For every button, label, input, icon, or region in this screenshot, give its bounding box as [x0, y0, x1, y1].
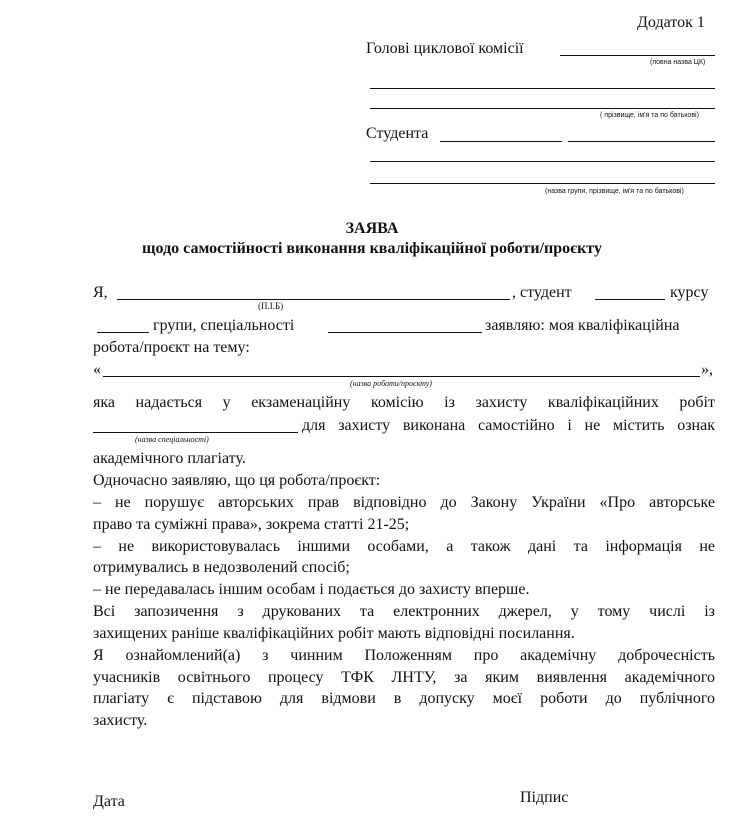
quote-close: »,: [701, 361, 713, 378]
signature-label: Підпис: [520, 789, 569, 806]
course-field[interactable]: [595, 299, 665, 300]
document-subtitle: щодо самостійності виконання кваліфікаційної роботи/проєкту: [142, 240, 602, 257]
addendum-label: Додаток 1: [637, 14, 705, 31]
declare-label: заявляю: моя кваліфікаційна: [485, 317, 680, 334]
specialty-hint: (назва спеціальності): [135, 435, 209, 444]
head-name-field[interactable]: [370, 108, 715, 109]
topic-hint: (назва роботи/проєкту): [350, 379, 432, 388]
quote-open: «: [93, 361, 101, 378]
date-label: Дата: [93, 793, 125, 810]
body-bullet-2b: отримувались в недозволений спосіб;: [93, 559, 350, 576]
body-p1: Одночасно заявляю, що ця робота/проєкт:: [93, 472, 381, 489]
student-field-1[interactable]: [440, 141, 562, 142]
document-title: ЗАЯВА: [345, 220, 399, 237]
body-p3c: плагіату є підставою для відмови в допуску моєї роботи до публічного: [93, 690, 715, 707]
body-bullet-2a: – не використовувалась іншими особами, а також дані та інформація не: [93, 538, 715, 555]
commission-line-2[interactable]: [370, 88, 715, 89]
done-text: для захисту виконана самостійно і не містить ознак: [302, 417, 715, 434]
body-p3b: учасників освітнього процесу ТФК ЛНТУ, за яким виявлення академічного: [93, 669, 715, 686]
body-bullet-3: – не передавалась іншим особам і подається до захисту вперше.: [93, 581, 530, 598]
student-hint: (назва групи, прізвище, ім'я та по батькові): [545, 188, 684, 195]
pib-hint: (П.І.Б): [258, 301, 284, 311]
student-field-2[interactable]: [568, 141, 715, 142]
body-bullet-1b: право та суміжні права», зокрема статті 21-25;: [93, 516, 410, 533]
name-hint: ( прізвище, ім'я та по батькові): [600, 112, 699, 119]
group-label: групи, спеціальності: [153, 317, 295, 334]
body-p2b: захищених раніше кваліфікаційних робіт мають відповідні посилання.: [93, 625, 575, 642]
from-student-label: Студента: [366, 125, 429, 142]
student-field-4[interactable]: [370, 183, 715, 184]
body-p3a: Я ознайомлений(а) з чинним Положенням про академічну доброчесність: [93, 647, 715, 664]
course-label: курсу: [670, 284, 709, 301]
specialty-field[interactable]: [328, 332, 482, 333]
group-field[interactable]: [97, 332, 149, 333]
topic-field[interactable]: [103, 376, 700, 377]
pib-field[interactable]: [117, 299, 510, 300]
student-label: , студент: [512, 284, 572, 301]
body-p3d: захисту.: [93, 712, 148, 729]
student-field-3[interactable]: [370, 161, 715, 162]
commission-hint: (повна назва ЦК): [650, 59, 706, 66]
submitted-text: яка надається у екзаменаційну комісію із захисту кваліфікаційних робіт: [93, 394, 715, 411]
body-bullet-1a: – не порушує авторських прав відповідно до Закону України «Про авторське: [93, 494, 715, 511]
body-p2a: Всі запозичення з друкованих та електронних джерел, у тому числі із: [93, 603, 715, 620]
plagiarism-text: академічного плагіату.: [93, 450, 246, 467]
topic-label: робота/проєкт на тему:: [93, 339, 250, 356]
to-commission-label: Голові циклової комісії: [366, 40, 524, 57]
i-label: Я,: [93, 284, 108, 301]
specialty-name-field[interactable]: [93, 432, 298, 433]
commission-field[interactable]: [560, 55, 715, 56]
